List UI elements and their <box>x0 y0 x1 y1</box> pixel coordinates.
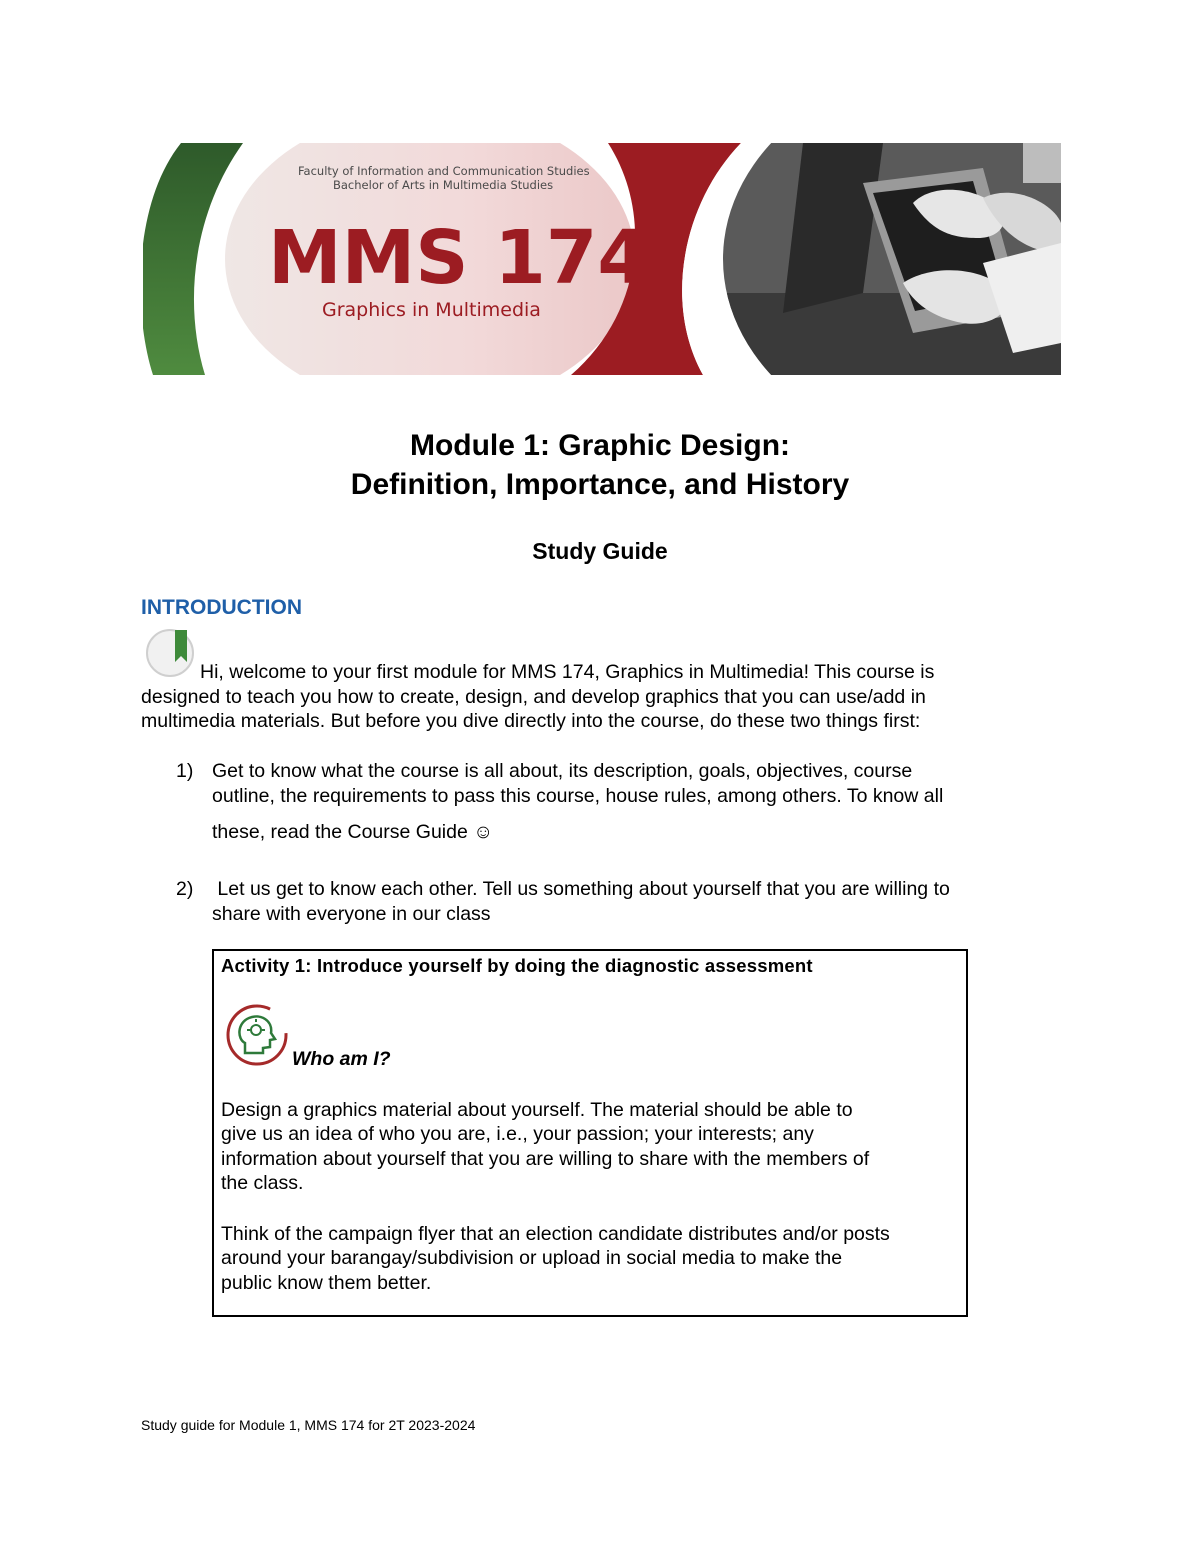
document-title-line1: Module 1: Graphic Design: <box>409 429 791 462</box>
activity-para1-line1: Design a graphics material about yourself. The material should be able to <box>221 1099 853 1121</box>
page-footer: Study guide for Module 1, MMS 174 for 2T 2023-2024 <box>141 1417 476 1433</box>
activity-para1-line3: information about yourself that you are willing to share with the members of <box>221 1148 870 1170</box>
list-item-number: 1) <box>176 760 194 782</box>
bookmark-icon <box>143 628 197 678</box>
list-item-1-line2: outline, the requirements to pass this course, house rules, among others. To know all <box>212 785 944 807</box>
banner-faculty: Faculty of Information and Communication Studies <box>298 164 590 178</box>
activity-title: Activity 1: Introduce yourself by doing the diagnostic assessment <box>221 955 813 976</box>
list-item-2-line1: Let us get to know each other. Tell us something about yourself that you are willing to <box>212 878 950 900</box>
banner-program: Bachelor of Arts in Multimedia Studies <box>333 178 554 192</box>
who-am-i-label: Who am I? <box>292 1048 391 1070</box>
banner-course-name: Graphics in Multimedia <box>322 299 541 321</box>
section-heading-introduction: INTRODUCTION <box>141 596 302 619</box>
list-item-number: 2) <box>176 878 194 900</box>
activity-para1-line4: the class. <box>221 1172 304 1194</box>
list-item-1-line1: Get to know what the course is all about, its description, goals, objectives, course <box>212 760 913 782</box>
intro-para-line2: designed to teach you how to create, design, and develop graphics that you can use/add in <box>141 686 926 708</box>
list-item-1-line3: these, read the Course Guide ☺ <box>212 821 494 843</box>
activity-para1-line2: give us an idea of who you are, i.e., your passion; your interests; any <box>221 1123 814 1145</box>
intro-para-line3: multimedia materials. But before you dive directly into the course, do these two things first: <box>141 710 921 732</box>
document-title-line2: Definition, Importance, and History <box>350 468 850 501</box>
course-banner <box>143 143 1061 375</box>
activity-para2-line3: public know them better. <box>221 1272 432 1294</box>
intro-para-line1: Hi, welcome to your first module for MMS 174, Graphics in Multimedia! This course is <box>200 661 935 683</box>
list-item-2-line2: share with everyone in our class <box>212 903 491 925</box>
document-subtitle: Study Guide <box>532 538 668 564</box>
banner-course-code: MMS 174 <box>268 215 649 301</box>
who-am-i-head-icon <box>223 1003 291 1067</box>
activity-para2-line2: around your barangay/subdivision or upload in social media to make the <box>221 1247 843 1269</box>
activity-para2-line1: Think of the campaign flyer that an election candidate distributes and/or posts <box>221 1223 890 1245</box>
